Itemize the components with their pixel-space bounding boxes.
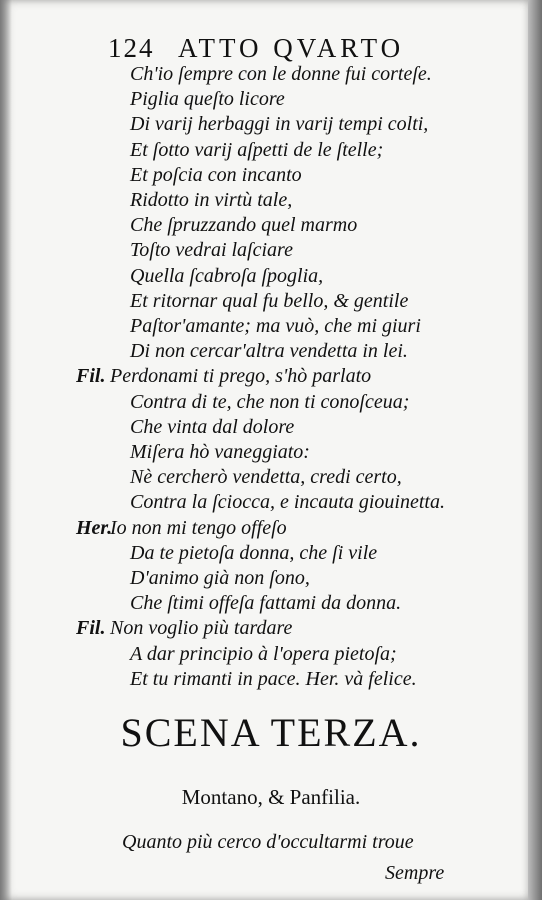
line-text: Ridotto in virtù tale, xyxy=(130,189,293,211)
verse-line xyxy=(0,591,520,616)
line-text: Di varij herbaggi in varij tempi colti, xyxy=(130,113,429,136)
line-text: Di non cercar'altra vendetta in lei. xyxy=(130,340,408,363)
verse-line xyxy=(0,188,520,213)
catchword: Sempre xyxy=(385,862,445,884)
speaker-label: Fil. xyxy=(76,617,106,640)
page-number: 124 xyxy=(108,33,155,63)
verse-line xyxy=(0,642,520,667)
line-text: Et poſcia con incanto xyxy=(130,163,302,186)
line-text: Io non mi tengo offeſo xyxy=(110,516,287,539)
verse-line xyxy=(0,541,520,566)
verse-line xyxy=(0,390,520,415)
verse-line xyxy=(0,289,520,314)
line-text: Che vinta dal dolore xyxy=(130,415,295,438)
speaker-label: Fil. xyxy=(76,365,106,388)
line-text: Che ſpruzzando quel marmo xyxy=(130,214,358,237)
line-text: D'animo già non ſono, xyxy=(130,567,310,589)
verse-line xyxy=(0,440,520,465)
verse-line xyxy=(0,314,520,339)
page-edge xyxy=(528,0,542,900)
line-text: Miſera hò vaneggiato: xyxy=(130,441,310,463)
verse-line xyxy=(0,138,520,163)
line-text: Quella ſcabroſa ſpoglia, xyxy=(130,264,324,287)
line-text: Che ſtimi offeſa fattami da donna. xyxy=(130,592,402,615)
verse-line xyxy=(0,163,520,188)
line-text: Da te pietoſa donna, che ſi vile xyxy=(130,541,378,564)
verse-line xyxy=(0,667,520,692)
speaker-label: Her. xyxy=(76,516,113,539)
verse-line xyxy=(0,238,520,263)
verse-line xyxy=(0,490,520,515)
line-text: Non voglio più tardare xyxy=(110,617,293,640)
line-text: Contra la ſciocca, e incauta giouinetta. xyxy=(130,491,445,514)
line-text: Toſto vedrai laſciare xyxy=(130,239,293,262)
line-text: Ch'io ſempre con le donne fui corteſe. xyxy=(130,63,432,85)
line-text: Contra di te, che non ti conoſceua; xyxy=(130,390,410,413)
running-head xyxy=(108,30,448,66)
verse-line xyxy=(0,465,520,490)
verse-line xyxy=(0,566,520,591)
line-text: Nè cercherò vendetta, credi certo, xyxy=(130,466,402,489)
line-text: Quanto più cerco d'occultarmi troue xyxy=(122,831,414,853)
verse-line xyxy=(0,213,520,238)
verse-line xyxy=(0,62,520,87)
line-text: Perdonami ti prego, s'hò parlato xyxy=(110,365,372,388)
verse-line xyxy=(0,516,520,541)
line-text: Piglia queſto licore xyxy=(130,88,285,111)
verse-line xyxy=(0,339,520,364)
line-text: Et tu rimanti in pace. Her. và felice. xyxy=(130,667,417,690)
line-text: A dar principio à l'opera pietoſa; xyxy=(130,642,397,665)
act-title: ATTO QVARTO xyxy=(178,33,405,63)
verse-line xyxy=(0,112,520,137)
scene-characters: Montano, & Panfilia. xyxy=(181,785,361,809)
verse-line xyxy=(0,87,520,112)
line-text: Et ritornar qual fu bello, & gentile xyxy=(130,289,409,312)
verse-line xyxy=(0,415,520,440)
verse-line xyxy=(0,616,520,641)
line-text: Et ſotto varij aſpetti de le ſtelle; xyxy=(130,138,384,161)
verse-line xyxy=(0,264,520,289)
scene-title: SCENA TERZA. xyxy=(120,710,422,755)
next-scene-line xyxy=(0,830,520,855)
verse-line xyxy=(0,364,520,389)
line-text: Paſtor'amante; ma vuò, che mi giuri xyxy=(130,315,421,337)
